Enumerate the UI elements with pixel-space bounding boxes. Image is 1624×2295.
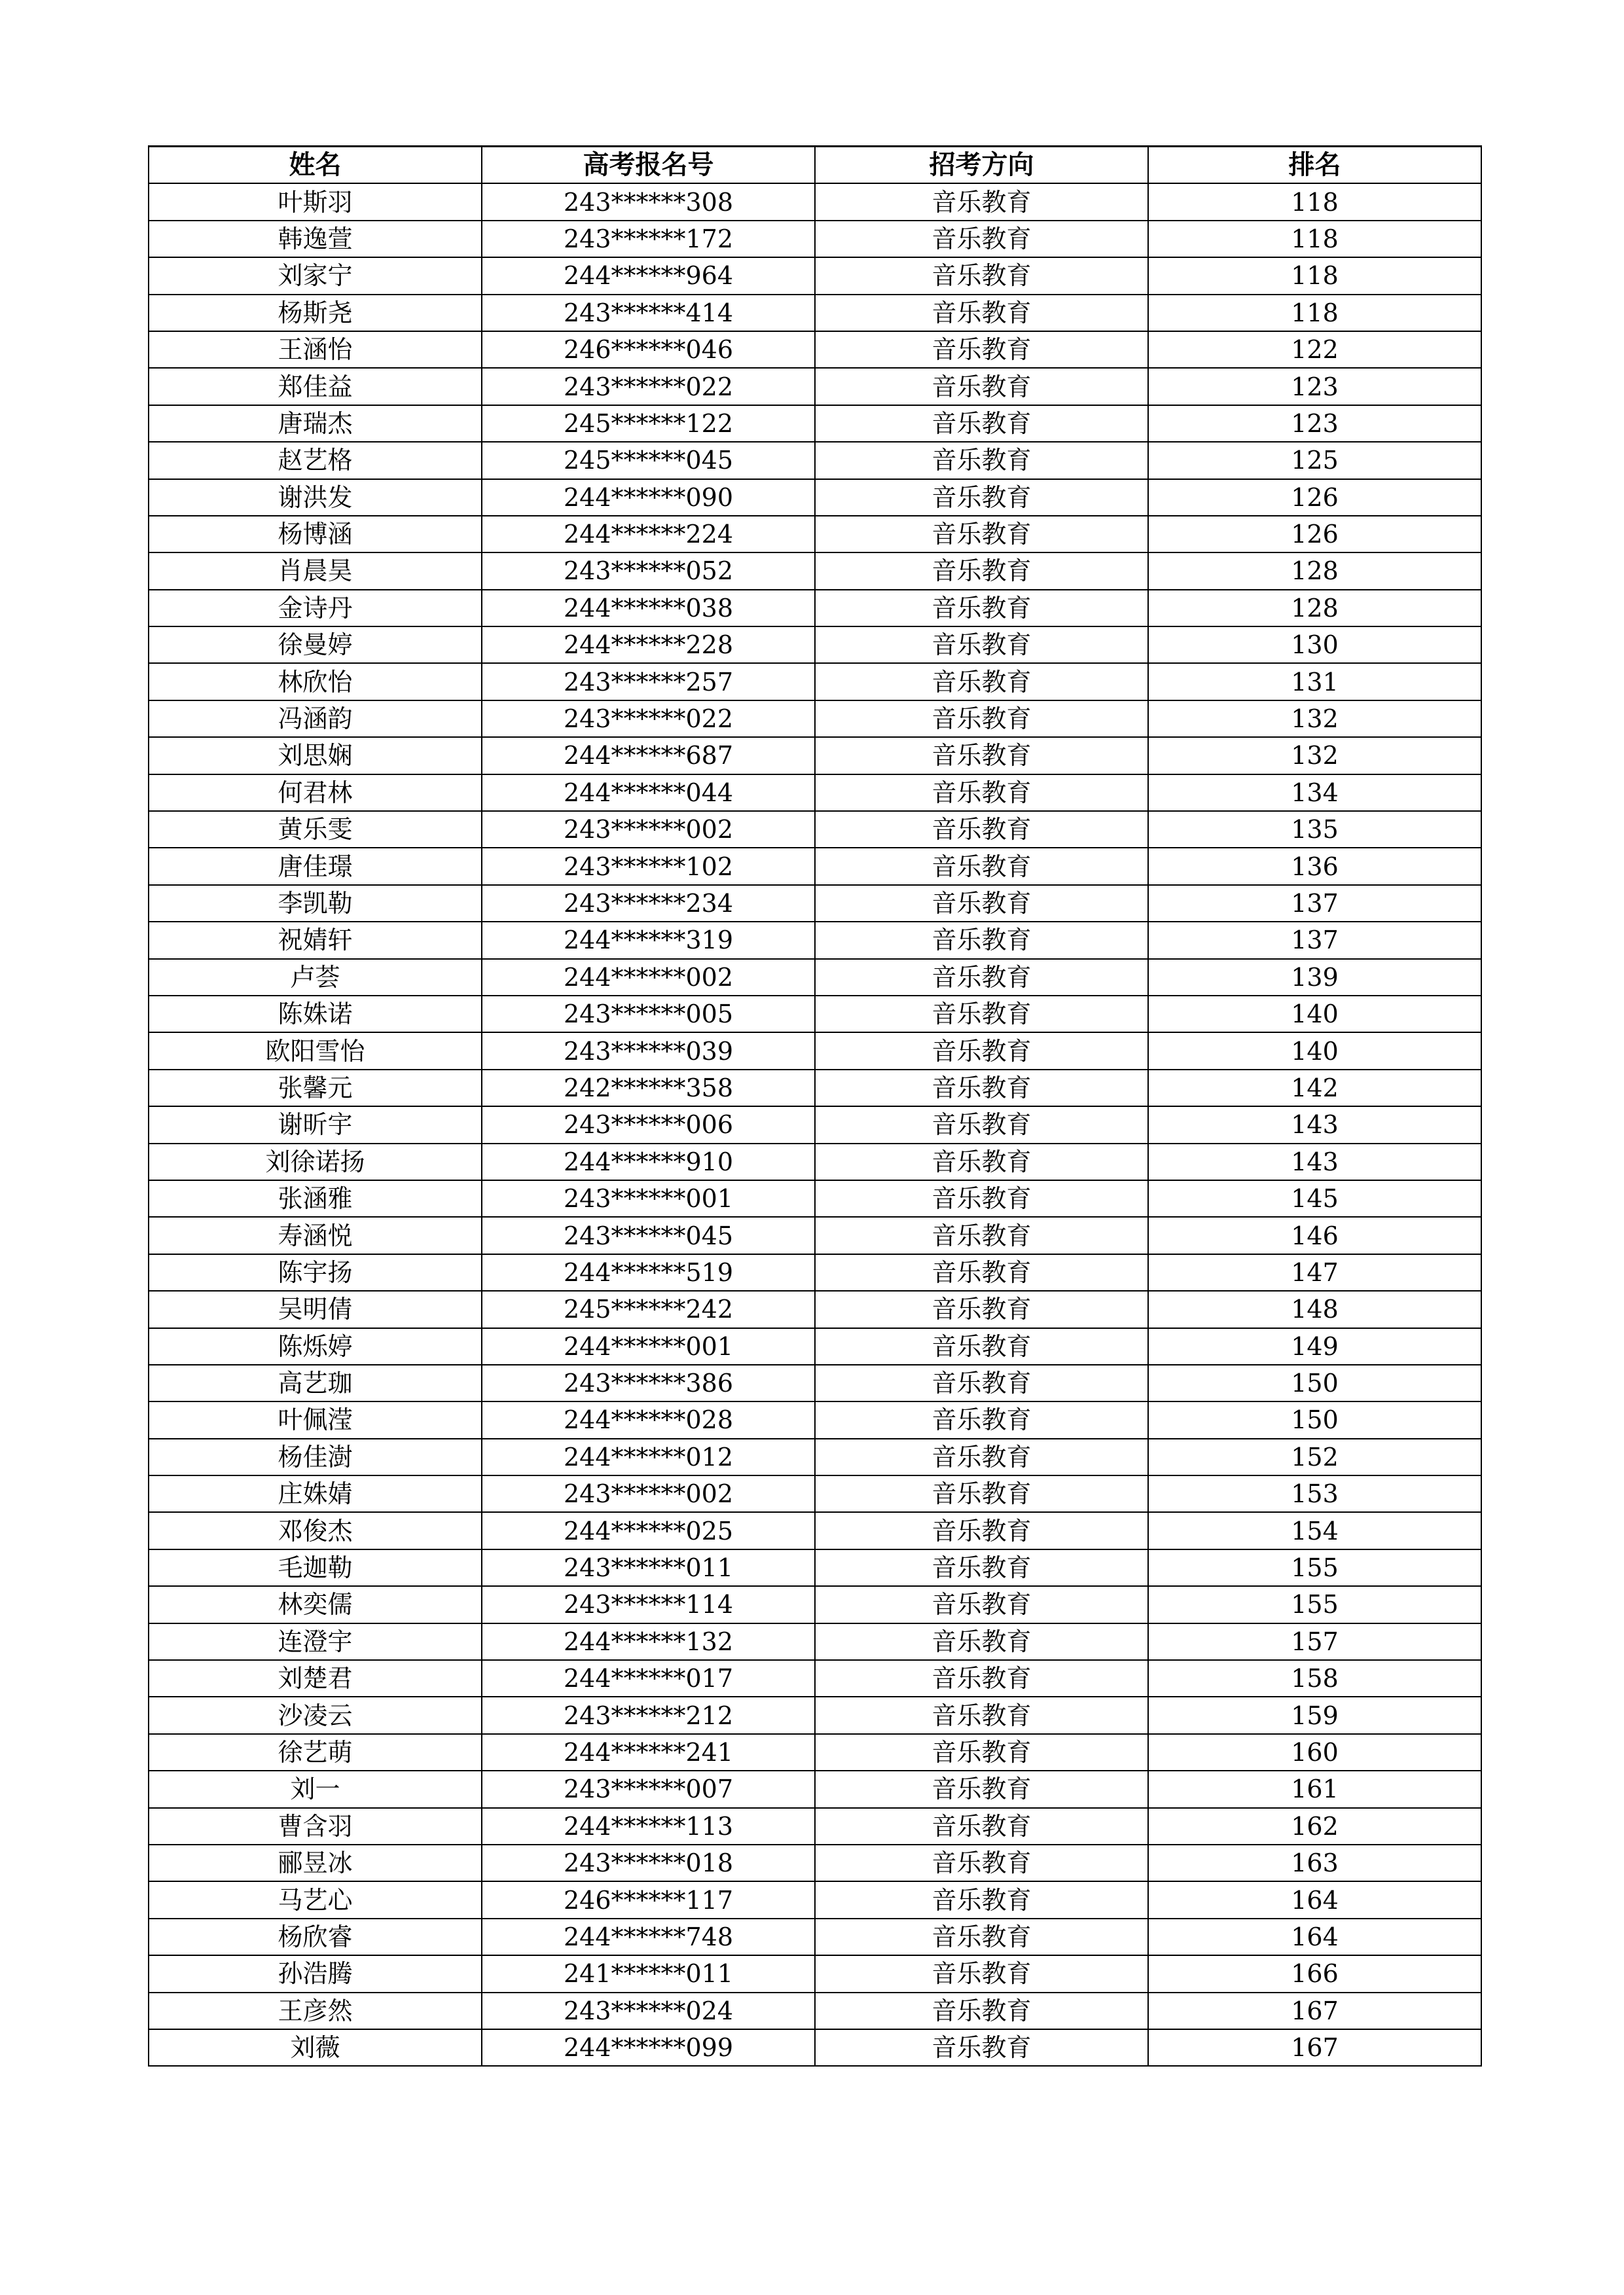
header-name: 姓名 <box>149 147 482 184</box>
cell-admission-direction: 音乐教育 <box>815 1144 1148 1180</box>
table-row <box>149 552 1481 589</box>
cell-name: 王彦然 <box>149 1993 482 2029</box>
cell-rank: 123 <box>1148 405 1481 442</box>
cell-name: 叶佩滢 <box>149 1401 482 1438</box>
cell-exam-registration-number: 244******228 <box>482 626 815 663</box>
cell-exam-registration-number: 243******052 <box>482 552 815 589</box>
cell-admission-direction: 音乐教育 <box>815 1070 1148 1106</box>
cell-rank: 118 <box>1148 295 1481 331</box>
cell-admission-direction: 音乐教育 <box>815 1808 1148 1845</box>
cell-admission-direction: 音乐教育 <box>815 221 1148 257</box>
cell-admission-direction: 音乐教育 <box>815 1881 1148 1918</box>
table-row <box>149 1144 1481 1180</box>
table-row <box>149 1512 1481 1549</box>
cell-name: 曹含羽 <box>149 1808 482 1845</box>
cell-rank: 128 <box>1148 552 1481 589</box>
cell-name: 谢洪发 <box>149 479 482 516</box>
cell-rank: 145 <box>1148 1180 1481 1217</box>
table-row <box>149 1180 1481 1217</box>
cell-admission-direction: 音乐教育 <box>815 1180 1148 1217</box>
table-row <box>149 1291 1481 1328</box>
cell-admission-direction: 音乐教育 <box>815 1512 1148 1549</box>
cell-exam-registration-number: 243******114 <box>482 1586 815 1623</box>
cell-rank: 160 <box>1148 1734 1481 1771</box>
cell-name: 刘徐诺扬 <box>149 1144 482 1180</box>
cell-admission-direction: 音乐教育 <box>815 1734 1148 1771</box>
cell-name: 徐艺萌 <box>149 1734 482 1771</box>
cell-rank: 153 <box>1148 1475 1481 1512</box>
cell-name: 刘薇 <box>149 2029 482 2066</box>
cell-exam-registration-number: 243******002 <box>482 811 815 848</box>
cell-rank: 118 <box>1148 257 1481 294</box>
cell-exam-registration-number: 243******414 <box>482 295 815 331</box>
cell-name: 肖晨昊 <box>149 552 482 589</box>
table-row <box>149 221 1481 257</box>
cell-rank: 142 <box>1148 1070 1481 1106</box>
table-row <box>149 1845 1481 1881</box>
table-row <box>149 442 1481 479</box>
cell-exam-registration-number: 244******519 <box>482 1254 815 1291</box>
cell-admission-direction: 音乐教育 <box>815 552 1148 589</box>
cell-rank: 152 <box>1148 1439 1481 1475</box>
table-row <box>149 1808 1481 1845</box>
table-row <box>149 1955 1481 1992</box>
cell-name: 邓俊杰 <box>149 1512 482 1549</box>
cell-rank: 158 <box>1148 1660 1481 1697</box>
cell-name: 唐瑞杰 <box>149 405 482 442</box>
cell-admission-direction: 音乐教育 <box>815 700 1148 737</box>
table-row <box>149 1106 1481 1143</box>
cell-exam-registration-number: 244******038 <box>482 590 815 626</box>
cell-exam-registration-number: 244******964 <box>482 257 815 294</box>
table-row <box>149 183 1481 220</box>
cell-admission-direction: 音乐教育 <box>815 774 1148 811</box>
cell-name: 张馨元 <box>149 1070 482 1106</box>
cell-admission-direction: 音乐教育 <box>815 1623 1148 1660</box>
table-row <box>149 1697 1481 1733</box>
cell-admission-direction: 音乐教育 <box>815 331 1148 368</box>
cell-admission-direction: 音乐教育 <box>815 1993 1148 2029</box>
cell-exam-registration-number: 243******006 <box>482 1106 815 1143</box>
cell-exam-registration-number: 244******132 <box>482 1623 815 1660</box>
cell-rank: 125 <box>1148 442 1481 479</box>
header-admission-direction: 招考方向 <box>815 147 1148 184</box>
cell-exam-registration-number: 244******002 <box>482 959 815 996</box>
table-row <box>149 516 1481 552</box>
table-row <box>149 848 1481 884</box>
cell-rank: 118 <box>1148 221 1481 257</box>
cell-admission-direction: 音乐教育 <box>815 1328 1148 1365</box>
cell-rank: 154 <box>1148 1512 1481 1549</box>
table-row <box>149 590 1481 626</box>
cell-admission-direction: 音乐教育 <box>815 590 1148 626</box>
cell-admission-direction: 音乐教育 <box>815 1697 1148 1733</box>
cell-exam-registration-number: 243******011 <box>482 1549 815 1586</box>
cell-admission-direction: 音乐教育 <box>815 1660 1148 1697</box>
cell-exam-registration-number: 244******224 <box>482 516 815 552</box>
cell-rank: 148 <box>1148 1291 1481 1328</box>
cell-rank: 147 <box>1148 1254 1481 1291</box>
table-row <box>149 626 1481 663</box>
admission-ranking-table <box>148 145 1482 2067</box>
header-rank: 排名 <box>1148 147 1481 184</box>
cell-admission-direction: 音乐教育 <box>815 183 1148 220</box>
cell-admission-direction: 音乐教育 <box>815 479 1148 516</box>
cell-admission-direction: 音乐教育 <box>815 885 1148 922</box>
cell-rank: 136 <box>1148 848 1481 884</box>
cell-exam-registration-number: 243******007 <box>482 1771 815 1807</box>
table-row <box>149 959 1481 996</box>
cell-rank: 155 <box>1148 1549 1481 1586</box>
table-row <box>149 1254 1481 1291</box>
cell-exam-registration-number: 243******001 <box>482 1180 815 1217</box>
cell-admission-direction: 音乐教育 <box>815 405 1148 442</box>
cell-name: 沙凌云 <box>149 1697 482 1733</box>
table-row <box>149 1660 1481 1697</box>
cell-admission-direction: 音乐教育 <box>815 1291 1148 1328</box>
table-row <box>149 1439 1481 1475</box>
table-row <box>149 1771 1481 1807</box>
table-row <box>149 1475 1481 1512</box>
cell-name: 刘一 <box>149 1771 482 1807</box>
cell-name: 孙浩腾 <box>149 1955 482 1992</box>
cell-admission-direction: 音乐教育 <box>815 368 1148 405</box>
cell-name: 张涵雅 <box>149 1180 482 1217</box>
cell-rank: 163 <box>1148 1845 1481 1881</box>
table-row <box>149 1993 1481 2029</box>
cell-rank: 150 <box>1148 1365 1481 1401</box>
cell-rank: 140 <box>1148 1032 1481 1069</box>
cell-rank: 118 <box>1148 183 1481 220</box>
cell-rank: 164 <box>1148 1919 1481 1955</box>
table-row <box>149 1734 1481 1771</box>
cell-name: 刘楚君 <box>149 1660 482 1697</box>
cell-name: 郑佳益 <box>149 368 482 405</box>
cell-name: 唐佳璟 <box>149 848 482 884</box>
cell-admission-direction: 音乐教育 <box>815 1845 1148 1881</box>
cell-name: 郦昱冰 <box>149 1845 482 1881</box>
cell-rank: 135 <box>1148 811 1481 848</box>
table-row <box>149 996 1481 1032</box>
cell-name: 金诗丹 <box>149 590 482 626</box>
cell-name: 林奕儒 <box>149 1586 482 1623</box>
table-row <box>149 885 1481 922</box>
cell-name: 高艺珈 <box>149 1365 482 1401</box>
cell-exam-registration-number: 244******017 <box>482 1660 815 1697</box>
cell-exam-registration-number: 244******241 <box>482 1734 815 1771</box>
cell-name: 陈宇扬 <box>149 1254 482 1291</box>
cell-rank: 167 <box>1148 2029 1481 2066</box>
cell-name: 欧阳雪怡 <box>149 1032 482 1069</box>
cell-admission-direction: 音乐教育 <box>815 737 1148 774</box>
cell-name: 寿涵悦 <box>149 1217 482 1254</box>
cell-name: 刘思娴 <box>149 737 482 774</box>
cell-name: 马艺心 <box>149 1881 482 1918</box>
cell-rank: 132 <box>1148 737 1481 774</box>
cell-admission-direction: 音乐教育 <box>815 1955 1148 1992</box>
table-row <box>149 1032 1481 1069</box>
cell-rank: 130 <box>1148 626 1481 663</box>
cell-exam-registration-number: 244******748 <box>482 1919 815 1955</box>
cell-name: 叶斯羽 <box>149 183 482 220</box>
table-header-row <box>149 147 1481 184</box>
cell-rank: 122 <box>1148 331 1481 368</box>
cell-admission-direction: 音乐教育 <box>815 1586 1148 1623</box>
cell-rank: 132 <box>1148 700 1481 737</box>
cell-name: 谢昕宇 <box>149 1106 482 1143</box>
table-row <box>149 368 1481 405</box>
cell-exam-registration-number: 245******242 <box>482 1291 815 1328</box>
cell-admission-direction: 音乐教育 <box>815 2029 1148 2066</box>
cell-exam-registration-number: 243******022 <box>482 368 815 405</box>
cell-admission-direction: 音乐教育 <box>815 1217 1148 1254</box>
cell-rank: 143 <box>1148 1144 1481 1180</box>
cell-rank: 123 <box>1148 368 1481 405</box>
cell-name: 祝婧轩 <box>149 922 482 958</box>
cell-rank: 167 <box>1148 1993 1481 2029</box>
cell-name: 林欣怡 <box>149 663 482 700</box>
cell-name: 杨欣睿 <box>149 1919 482 1955</box>
cell-name: 连澄宇 <box>149 1623 482 1660</box>
cell-exam-registration-number: 245******045 <box>482 442 815 479</box>
cell-exam-registration-number: 244******910 <box>482 1144 815 1180</box>
table-row <box>149 1586 1481 1623</box>
table-row <box>149 1919 1481 1955</box>
cell-admission-direction: 音乐教育 <box>815 1475 1148 1512</box>
cell-rank: 146 <box>1148 1217 1481 1254</box>
cell-name: 徐曼婷 <box>149 626 482 663</box>
cell-rank: 137 <box>1148 885 1481 922</box>
table-row <box>149 2029 1481 2066</box>
cell-name: 杨佳澍 <box>149 1439 482 1475</box>
cell-exam-registration-number: 246******046 <box>482 331 815 368</box>
cell-exam-registration-number: 243******039 <box>482 1032 815 1069</box>
cell-name: 韩逸萱 <box>149 221 482 257</box>
cell-rank: 140 <box>1148 996 1481 1032</box>
table-row <box>149 1549 1481 1586</box>
cell-name: 吴明倩 <box>149 1291 482 1328</box>
cell-admission-direction: 音乐教育 <box>815 996 1148 1032</box>
cell-exam-registration-number: 246******117 <box>482 1881 815 1918</box>
table-row <box>149 737 1481 774</box>
cell-admission-direction: 音乐教育 <box>815 1254 1148 1291</box>
cell-admission-direction: 音乐教育 <box>815 1549 1148 1586</box>
table-row <box>149 811 1481 848</box>
cell-name: 毛迦勒 <box>149 1549 482 1586</box>
cell-admission-direction: 音乐教育 <box>815 1401 1148 1438</box>
cell-name: 赵艺格 <box>149 442 482 479</box>
cell-admission-direction: 音乐教育 <box>815 257 1148 294</box>
cell-admission-direction: 音乐教育 <box>815 1032 1148 1069</box>
cell-name: 刘家宁 <box>149 257 482 294</box>
table-row <box>149 257 1481 294</box>
cell-name: 杨斯尧 <box>149 295 482 331</box>
table-row <box>149 1623 1481 1660</box>
cell-name: 陈姝诺 <box>149 996 482 1032</box>
table-row <box>149 1881 1481 1918</box>
cell-admission-direction: 音乐教育 <box>815 848 1148 884</box>
cell-exam-registration-number: 242******358 <box>482 1070 815 1106</box>
cell-name: 庄姝婧 <box>149 1475 482 1512</box>
cell-rank: 149 <box>1148 1328 1481 1365</box>
cell-rank: 131 <box>1148 663 1481 700</box>
cell-rank: 143 <box>1148 1106 1481 1143</box>
cell-exam-registration-number: 244******025 <box>482 1512 815 1549</box>
cell-exam-registration-number: 244******099 <box>482 2029 815 2066</box>
cell-exam-registration-number: 241******011 <box>482 1955 815 1992</box>
cell-exam-registration-number: 243******257 <box>482 663 815 700</box>
cell-admission-direction: 音乐教育 <box>815 442 1148 479</box>
cell-name: 何君林 <box>149 774 482 811</box>
table-row <box>149 1365 1481 1401</box>
cell-exam-registration-number: 243******018 <box>482 1845 815 1881</box>
header-exam-registration-number: 高考报名号 <box>482 147 815 184</box>
cell-exam-registration-number: 244******687 <box>482 737 815 774</box>
cell-exam-registration-number: 243******386 <box>482 1365 815 1401</box>
cell-admission-direction: 音乐教育 <box>815 1771 1148 1807</box>
table-row <box>149 700 1481 737</box>
cell-admission-direction: 音乐教育 <box>815 811 1148 848</box>
table-row <box>149 774 1481 811</box>
table-row <box>149 922 1481 958</box>
cell-admission-direction: 音乐教育 <box>815 516 1148 552</box>
cell-rank: 164 <box>1148 1881 1481 1918</box>
cell-name: 李凯勒 <box>149 885 482 922</box>
cell-admission-direction: 音乐教育 <box>815 1439 1148 1475</box>
cell-exam-registration-number: 243******172 <box>482 221 815 257</box>
cell-exam-registration-number: 244******090 <box>482 479 815 516</box>
cell-rank: 137 <box>1148 922 1481 958</box>
cell-rank: 139 <box>1148 959 1481 996</box>
cell-admission-direction: 音乐教育 <box>815 626 1148 663</box>
cell-name: 王涵怡 <box>149 331 482 368</box>
cell-rank: 159 <box>1148 1697 1481 1733</box>
cell-exam-registration-number: 243******045 <box>482 1217 815 1254</box>
cell-name: 卢荟 <box>149 959 482 996</box>
cell-exam-registration-number: 243******308 <box>482 183 815 220</box>
cell-name: 冯涵韵 <box>149 700 482 737</box>
cell-admission-direction: 音乐教育 <box>815 922 1148 958</box>
cell-exam-registration-number: 243******234 <box>482 885 815 922</box>
cell-admission-direction: 音乐教育 <box>815 959 1148 996</box>
cell-name: 陈烁婷 <box>149 1328 482 1365</box>
cell-rank: 126 <box>1148 479 1481 516</box>
cell-exam-registration-number: 244******001 <box>482 1328 815 1365</box>
cell-exam-registration-number: 244******113 <box>482 1808 815 1845</box>
cell-exam-registration-number: 243******024 <box>482 1993 815 2029</box>
cell-exam-registration-number: 245******122 <box>482 405 815 442</box>
cell-name: 杨博涵 <box>149 516 482 552</box>
cell-rank: 155 <box>1148 1586 1481 1623</box>
table-row <box>149 331 1481 368</box>
table-row <box>149 405 1481 442</box>
table-row <box>149 1217 1481 1254</box>
cell-exam-registration-number: 244******012 <box>482 1439 815 1475</box>
cell-exam-registration-number: 244******319 <box>482 922 815 958</box>
cell-admission-direction: 音乐教育 <box>815 1365 1148 1401</box>
table-row <box>149 1328 1481 1365</box>
cell-exam-registration-number: 243******102 <box>482 848 815 884</box>
cell-exam-registration-number: 243******212 <box>482 1697 815 1733</box>
cell-name: 黄乐雯 <box>149 811 482 848</box>
table-row <box>149 663 1481 700</box>
cell-rank: 166 <box>1148 1955 1481 1992</box>
cell-exam-registration-number: 243******005 <box>482 996 815 1032</box>
cell-admission-direction: 音乐教育 <box>815 295 1148 331</box>
cell-admission-direction: 音乐教育 <box>815 663 1148 700</box>
cell-exam-registration-number: 244******028 <box>482 1401 815 1438</box>
cell-exam-registration-number: 243******022 <box>482 700 815 737</box>
cell-exam-registration-number: 244******044 <box>482 774 815 811</box>
cell-rank: 126 <box>1148 516 1481 552</box>
table-body <box>149 183 1481 2066</box>
cell-exam-registration-number: 243******002 <box>482 1475 815 1512</box>
cell-rank: 150 <box>1148 1401 1481 1438</box>
cell-rank: 134 <box>1148 774 1481 811</box>
cell-rank: 161 <box>1148 1771 1481 1807</box>
cell-admission-direction: 音乐教育 <box>815 1106 1148 1143</box>
table-row <box>149 1070 1481 1106</box>
table-row <box>149 1401 1481 1438</box>
cell-rank: 162 <box>1148 1808 1481 1845</box>
table-row <box>149 479 1481 516</box>
cell-rank: 157 <box>1148 1623 1481 1660</box>
cell-admission-direction: 音乐教育 <box>815 1919 1148 1955</box>
cell-rank: 128 <box>1148 590 1481 626</box>
table-row <box>149 295 1481 331</box>
